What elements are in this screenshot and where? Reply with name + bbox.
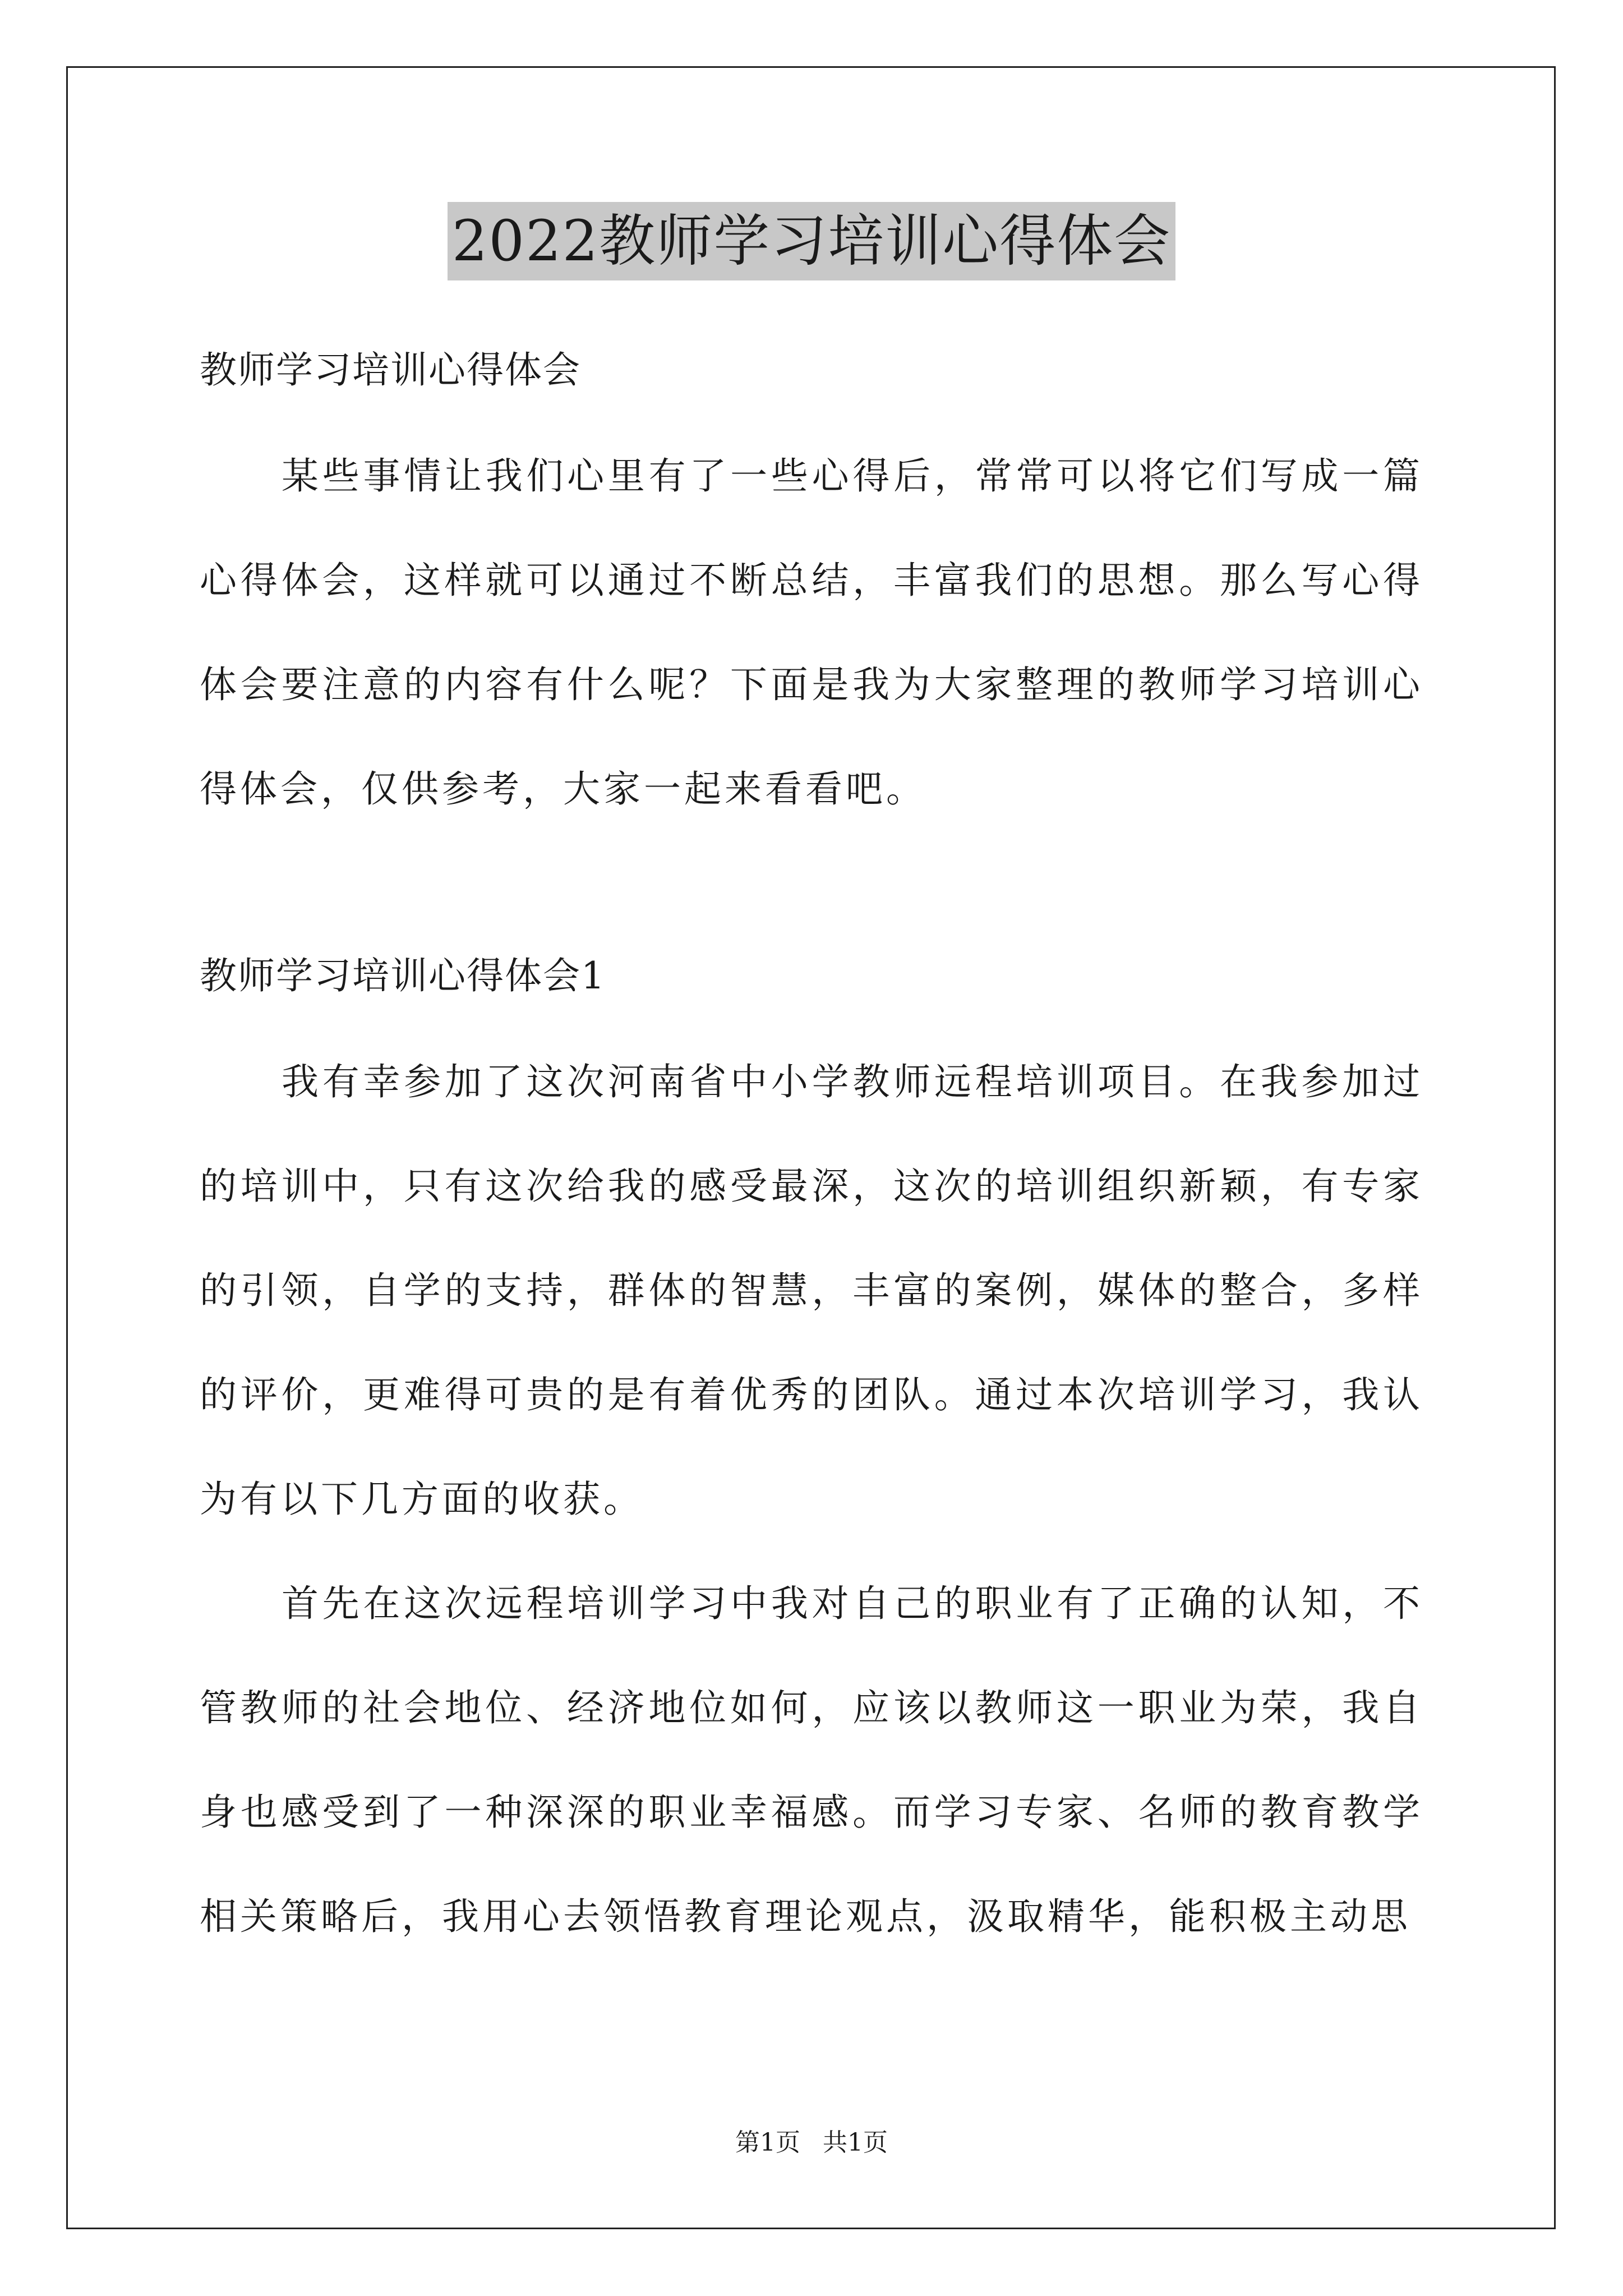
- page-number-total: 共1页: [823, 2128, 888, 2157]
- document-title: 2022教师学习培训心得体会: [448, 202, 1176, 280]
- document-body: [200, 337, 1423, 1969]
- body-paragraph-2: 首先在这次远程培训学习中我对自己的职业有了正确的认知，不管教师的社会地位、经济地位如何，应该以教师这一职业为荣，我自身也感受到了一种深深的职业幸福感。而学习专家、名师的教育教学相关策略后，我用心去领悟教育理论观点，汲取精华，能积极主动思: [200, 1582, 1423, 1938]
- page-footer: [0, 2126, 1623, 2160]
- body-paragraph-1: 我有幸参加了这次河南省中小学教师远程培训项目。在我参加过的培训中，只有这次给我的感受最深，这次的培训组织新颖，有专家的引领，自学的支持，群体的智慧，丰富的案例，媒体的整合，多样的评价，更难得可贵的是有着优秀的团队。通过本次培训学习，我认为有以下几方面的收获。: [200, 1060, 1423, 1521]
- page-number-current: 第1页: [735, 2128, 800, 2157]
- section-heading: 教师学习培训心得体会1: [200, 954, 606, 997]
- intro-paragraph: 某些事情让我们心里有了一些心得后，常常可以将它们写成一篇心得体会，这样就可以通过不断总结，丰富我们的思想。那么写心得体会要注意的内容有什么呢？下面是我为大家整理的教师学习培训心得体会，仅供参考，大家一起来看看吧。: [200, 454, 1423, 811]
- intro-subheading: 教师学习培训心得体会: [200, 348, 581, 392]
- document-title-container: [0, 202, 1623, 280]
